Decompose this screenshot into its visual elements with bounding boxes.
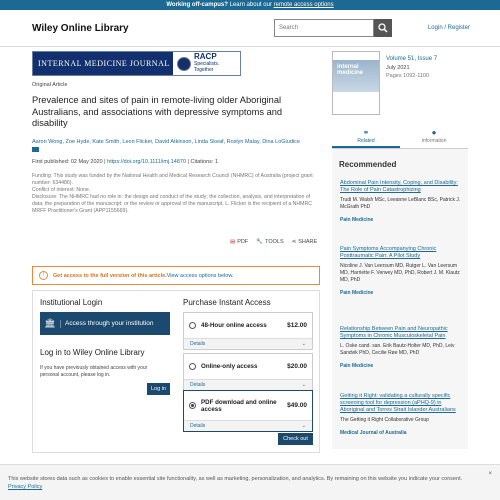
- institution-access-button[interactable]: [40, 312, 170, 335]
- radio-pdf[interactable]: [189, 402, 196, 409]
- details-toggle[interactable]: [184, 379, 312, 390]
- warning-icon: !: [39, 271, 48, 280]
- institution-access-label: Access through your institution: [60, 320, 154, 328]
- journal-name: INTERNAL MEDICINE JOURNAL: [33, 52, 173, 75]
- bank-icon: 🏛: [44, 318, 56, 328]
- author-list: [32, 138, 302, 154]
- issue-pages: Pages 1092-1100: [386, 73, 430, 79]
- recommended-journal[interactable]: Pain Medicine: [340, 217, 374, 223]
- site-header: [0, 10, 500, 47]
- article-tools: [230, 239, 317, 245]
- disclosure-text: Disclosure: The NHMRC had no role in: the design and conduct of the study; the collection, analysis, and interpretation of data; the preparation of the manuscript; or the review or approval of the manuscript. L. Flicker is the recipient of a NHMRC MRFF Practitioner's Grant (APP1155669).: [32, 194, 312, 214]
- conflict-text: Conflict of interest: None.: [32, 187, 91, 193]
- list-item: [340, 180, 465, 223]
- recommended-link[interactable]: Pain Symptoms Accompanying Chronic Posttraumatic Pain: A Pilot Study: [340, 246, 437, 259]
- share-button[interactable]: [292, 239, 318, 245]
- society-logo: [173, 52, 240, 75]
- option-name: 48-Hour online access: [201, 322, 267, 329]
- purchase-title: Purchase Instant Access: [183, 298, 271, 307]
- recommended-authors: Trudi M. Walsh MSc, Leeanne LeBlanc BSc, Patrick J. McGrath PhD: [340, 197, 461, 210]
- purchase-option-pdf[interactable]: [183, 390, 313, 432]
- radio-48hour[interactable]: [189, 322, 196, 329]
- cover-title: internal medicine: [337, 64, 364, 76]
- citations-count[interactable]: Citations: 1: [190, 159, 219, 165]
- privacy-policy-link[interactable]: Privacy Policy: [8, 484, 43, 490]
- tab-information[interactable]: [400, 125, 468, 148]
- option-name: Online-only access: [201, 363, 258, 370]
- option-price: $49.00: [287, 402, 307, 409]
- article-type: Original Article: [32, 82, 68, 88]
- cookie-banner: [0, 464, 500, 500]
- issue-link[interactable]: Volume 51, Issue 7: [386, 56, 438, 62]
- list-item: [340, 246, 465, 296]
- purchase-option-online[interactable]: [183, 353, 313, 391]
- search-input[interactable]: Search: [274, 19, 374, 37]
- chevron-down-icon: ⌄: [301, 341, 306, 347]
- chevron-down-icon: ⌄: [301, 382, 306, 388]
- cookie-message: This website stores data such as cookies to enable essential site functionality, as well as marketing, personalization, and analytics. By remaining on this website you indicate your consent.: [8, 476, 463, 482]
- article-title: Prevalence and sites of pain in remote-living older Aboriginal Australians, and associations with depressive symptoms and disability: [32, 95, 283, 128]
- published-date: 02 May 2020: [70, 159, 103, 165]
- banner-middle: Learn about our: [227, 2, 274, 8]
- search-bar: [274, 19, 392, 37]
- tools-label: TOOLS: [265, 239, 284, 245]
- cookie-text: [8, 475, 478, 491]
- pdf-icon: ▤: [230, 239, 236, 245]
- access-notice-text: Get access to the full version of this article.: [53, 272, 167, 279]
- recommended-title: Recommended: [339, 160, 397, 169]
- info-icon: ●: [431, 128, 437, 137]
- society-abbr: RACP: [193, 52, 217, 61]
- site-logo[interactable]: Wiley Online Library: [32, 22, 129, 34]
- pdf-label: PDF: [237, 239, 249, 245]
- sidebar-tabs: [332, 125, 468, 149]
- author-names[interactable]: Aaron Wong, Zoe Hyde, Kate Smith, Leon Flicker, David Atkinson, Linda Skeaf, Roslyn Malay, Dina LoGiudice: [32, 139, 300, 145]
- society-tagline: Specialists. Together: [193, 61, 220, 73]
- recommended-link[interactable]: Abdominal Pain Intensity, Coping, and Disability: The Role of Pain Catastrophizing: [340, 180, 458, 193]
- login-register-link[interactable]: Login / Register: [427, 25, 470, 31]
- purchase-option-48hour[interactable]: [183, 312, 313, 350]
- tab-related[interactable]: [332, 125, 400, 148]
- institutional-login-title: Institutional Login: [40, 298, 103, 307]
- recommended-journal[interactable]: Pain Medicine: [340, 363, 374, 369]
- recommended-authors: The Getting it Right Collaborative Group: [340, 417, 429, 423]
- tab-label: Related: [357, 138, 375, 144]
- details-toggle[interactable]: [184, 420, 312, 431]
- details-label: Details: [190, 423, 206, 429]
- journal-cover[interactable]: [332, 51, 380, 115]
- publication-info: First published: 02 May 2020 | https://doi.org/10.1111/imj.14870 | Citations: 1: [32, 159, 219, 165]
- doi-link[interactable]: https://doi.org/10.1111/imj.14870: [107, 159, 187, 165]
- search-button[interactable]: [374, 19, 392, 37]
- access-notice: [32, 266, 320, 285]
- racp-seal-icon: [177, 57, 191, 71]
- recommended-authors: L. Oske cand. san. Erik Bautz-Holter MD, PhD, Leiv Sandvik PhD, Cecilie Røe MD, PhD: [340, 343, 455, 356]
- remote-access-banner: [0, 0, 500, 10]
- radio-online[interactable]: [189, 363, 196, 370]
- wrench-icon: 🔧: [256, 239, 264, 245]
- pdf-button[interactable]: [230, 239, 248, 245]
- tab-label: Information: [421, 138, 447, 144]
- checkout-button[interactable]: Check out: [278, 433, 313, 445]
- published-label: First published:: [32, 159, 71, 165]
- recommended-panel: [332, 149, 468, 449]
- option-price: $20.00: [287, 363, 307, 370]
- remote-access-link[interactable]: remote access options: [273, 2, 334, 8]
- banner-prefix: Working off-campus?: [166, 2, 228, 8]
- wol-login-text: If you have previously obtained access with your personal account, please log in.: [40, 365, 148, 378]
- search-icon: [378, 23, 388, 33]
- funding-text: Funding: This study was funded by the National Health and Medical Research Council (NHMRC) of Australia (project grant number: 634486).: [32, 173, 313, 186]
- funding-notes: [32, 173, 322, 215]
- access-panel: [32, 290, 320, 453]
- recommended-link[interactable]: Getting it Right: validating a culturally specific screening tool for depression (aPHQ-9) in Aboriginal and Torres Strait Islander Australians: [340, 393, 456, 413]
- issue-date: July 2021: [386, 65, 410, 71]
- chevron-down-icon: ⌄: [301, 423, 306, 429]
- tools-button[interactable]: [256, 239, 283, 245]
- option-price: $12.00: [287, 322, 307, 329]
- email-icon[interactable]: [32, 147, 39, 152]
- recommended-authors: Nicoline J. Van Leersum MD, Rutger L. Van Leersum MD, Harriette F. Verwey MD, PhD, Robert J. M. Klautz MD, PhD: [340, 263, 460, 283]
- details-toggle[interactable]: [184, 338, 312, 349]
- details-label: Details: [190, 382, 206, 388]
- recommended-link[interactable]: Relationship Between Pain and Neuropathic Symptoms in Chronic Musculoskeletal Pain: [340, 326, 448, 339]
- list-item: [340, 393, 465, 436]
- list-item: [340, 326, 465, 369]
- close-icon[interactable]: ×: [488, 471, 492, 477]
- share-label: SHARE: [298, 239, 318, 245]
- details-label: Details: [190, 341, 206, 347]
- option-name: PDF download and online access: [201, 398, 277, 413]
- access-options-link[interactable]: View access options below.: [166, 272, 234, 279]
- log-in-button[interactable]: Log in: [147, 383, 170, 395]
- recommended-journal[interactable]: Pain Medicine: [340, 290, 374, 296]
- related-icon: ⚭: [362, 128, 370, 137]
- journal-banner[interactable]: [32, 51, 241, 76]
- wol-login-title: Log in to Wiley Online Library: [40, 348, 145, 357]
- share-icon: ⋖: [291, 239, 297, 245]
- recommended-journal[interactable]: Medical Journal of Australia: [340, 430, 407, 436]
